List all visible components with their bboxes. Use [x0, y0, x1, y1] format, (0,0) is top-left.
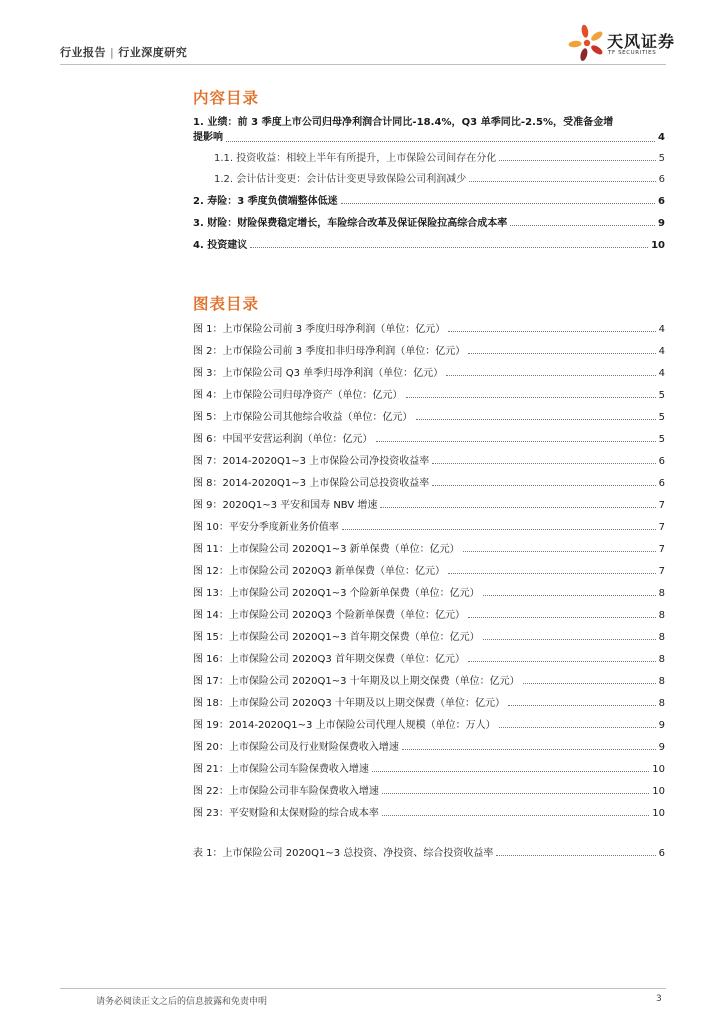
figure-entry-text: 图 15：上市保险公司 2020Q1~3 首年期交保费（单位：亿元） [193, 632, 480, 643]
footer-divider [60, 988, 666, 989]
toc-entry-3[interactable] [193, 214, 665, 229]
figure-entry-6[interactable] [193, 430, 665, 445]
figure-entry-16[interactable] [193, 650, 665, 665]
report-subcategory-label: 行业深度研究 [118, 46, 188, 59]
toc-entry-4[interactable] [193, 236, 665, 251]
figure-entry-page: 9 [658, 742, 665, 753]
figure-entry-page: 7 [658, 566, 665, 577]
leader-dots [342, 529, 656, 530]
leader-dots [496, 855, 655, 856]
figure-entry-text: 图 21：上市保险公司车险保费收入增速 [193, 764, 369, 775]
figure-entry-page: 8 [658, 632, 665, 643]
figure-entry-page: 5 [658, 412, 665, 423]
figure-entry-15[interactable] [193, 628, 665, 643]
leader-dots [432, 485, 655, 486]
leader-dots [510, 225, 655, 226]
leader-dots [448, 573, 656, 574]
figure-entry-text: 图 23：平安财险和太保财险的综合成本率 [193, 808, 379, 819]
figure-entry-page: 9 [658, 720, 665, 731]
figure-entry-text: 图 4：上市保险公司归母净资产（单位：亿元） [193, 390, 403, 401]
figure-entry-text: 图 5：上市保险公司其他综合收益（单位：亿元） [193, 412, 413, 423]
figure-entry-page: 8 [658, 610, 665, 621]
figure-entry-8[interactable] [193, 474, 665, 489]
figure-entry-21[interactable] [193, 760, 665, 775]
leader-dots [483, 639, 656, 640]
figure-entry-page: 5 [658, 390, 665, 401]
toc-entry-page: 5 [658, 153, 665, 164]
brand-subtitle: TF SECURITIES [608, 50, 657, 56]
figure-entry-text: 图 7：2014-2020Q1~3 上市保险公司净投资收益率 [193, 456, 430, 467]
figure-entry-text: 图 9：2020Q1~3 平安和国寿 NBV 增速 [193, 500, 378, 511]
toc-entry-page: 6 [658, 174, 665, 185]
leader-dots [499, 727, 656, 728]
footer-disclaimer: 请务必阅读正文之后的信息披露和免责申明 [96, 997, 268, 1007]
figure-entry-text: 图 10：平安分季度新业务价值率 [193, 522, 339, 533]
leader-dots [372, 771, 649, 772]
toc-entry-page: 6 [658, 196, 665, 207]
figure-entry-17[interactable] [193, 672, 665, 687]
figure-entry-2[interactable] [193, 342, 665, 357]
leader-dots [432, 463, 655, 464]
leader-dots [508, 705, 656, 706]
figure-entry-page: 6 [658, 478, 665, 489]
contents-title: 内容目录 [193, 89, 260, 107]
toc-entry-text: 4. 投资建议 [193, 240, 248, 251]
figure-entry-12[interactable] [193, 562, 665, 577]
report-category-label: 行业报告 [60, 46, 106, 59]
figure-entry-page: 10 [652, 764, 665, 775]
table-entry-1[interactable] [193, 844, 665, 859]
figure-entry-text: 图 13：上市保险公司 2020Q1~3 个险新单保费（单位：亿元） [193, 588, 480, 599]
figure-entry-page: 4 [658, 324, 665, 335]
figure-entry-page: 8 [658, 676, 665, 687]
toc-entry-2[interactable] [193, 192, 665, 207]
figure-entry-20[interactable] [193, 738, 665, 753]
leader-dots [446, 375, 655, 376]
leader-dots [406, 397, 656, 398]
figure-entry-22[interactable] [193, 782, 665, 797]
toc-entry-page: 10 [651, 240, 665, 251]
leader-dots [226, 141, 655, 142]
figure-entry-page: 6 [658, 456, 665, 467]
toc-entry-text: 3. 财险：财险保费稳定增长，车险综合改革及保证保险拉高综合成本率 [193, 218, 508, 229]
leader-dots [463, 551, 656, 552]
toc-entry-1[interactable] [193, 115, 665, 145]
figure-entry-text: 图 17：上市保险公司 2020Q1~3 十年期及以上期交保费（单位：亿元） [193, 676, 520, 687]
figure-entry-page: 7 [658, 544, 665, 555]
figure-entry-1[interactable] [193, 320, 665, 335]
header-separator: | [110, 46, 115, 59]
figure-entry-page: 5 [658, 434, 665, 445]
leader-dots [499, 160, 655, 161]
figure-entry-text: 图 14：上市保险公司 2020Q3 个险新单保费（单位：亿元） [193, 610, 465, 621]
leader-dots [416, 419, 656, 420]
figure-entry-page: 8 [658, 588, 665, 599]
leader-dots [468, 617, 656, 618]
figure-entry-10[interactable] [193, 518, 665, 533]
page-number: 3 [656, 994, 662, 1004]
leader-dots [468, 353, 655, 354]
leader-dots [402, 749, 656, 750]
figure-entry-page: 10 [652, 808, 665, 819]
leader-dots [380, 507, 655, 508]
figure-entry-text: 图 2：上市保险公司前 3 季度扣非归母净利润（单位：亿元） [193, 346, 466, 357]
figure-entry-text: 图 20：上市保险公司及行业财险保费收入增速 [193, 742, 399, 753]
figure-entry-text: 图 1：上市保险公司前 3 季度归母净利润（单位：亿元） [193, 324, 446, 335]
toc-entry-text: 2. 寿险：3 季度负债端整体低迷 [193, 196, 338, 207]
toc-entry-text-line2: 提影响 [193, 132, 223, 143]
figure-entry-23[interactable] [193, 804, 665, 819]
figure-entry-page: 10 [652, 786, 665, 797]
figure-entry-page: 7 [658, 500, 665, 511]
leader-dots [250, 247, 648, 248]
figure-entry-page: 8 [658, 654, 665, 665]
figure-entry-18[interactable] [193, 694, 665, 709]
leader-dots [448, 331, 655, 332]
leader-dots [376, 441, 656, 442]
figure-entry-3[interactable] [193, 364, 665, 379]
figure-entry-page: 7 [658, 522, 665, 533]
header-divider [60, 64, 666, 65]
figure-entry-13[interactable] [193, 584, 665, 599]
brand-name: 天风证券 [607, 32, 676, 51]
figure-entry-text: 图 3：上市保险公司 Q3 单季归母净利润（单位：亿元） [193, 368, 444, 379]
table-entry-text: 表 1：上市保险公司 2020Q1~3 总投资、净投资、综合投资收益率 [193, 848, 494, 859]
figure-entry-text: 图 12：上市保险公司 2020Q3 新单保费（单位：亿元） [193, 566, 445, 577]
figure-entry-page: 4 [658, 346, 665, 357]
figure-entry-text: 图 16：上市保险公司 2020Q3 首年期交保费（单位：亿元） [193, 654, 465, 665]
report-category [60, 44, 187, 60]
figure-entry-19[interactable] [193, 716, 665, 731]
figure-entry-text: 图 22：上市保险公司非车险保费收入增速 [193, 786, 379, 797]
figure-entry-14[interactable] [193, 606, 665, 621]
figure-entry-text: 图 8：2014-2020Q1~3 上市保险公司总投资收益率 [193, 478, 430, 489]
leader-dots [468, 661, 656, 662]
figure-entry-text: 图 19：2014-2020Q1~3 上市保险公司代理人规模（单位：万人） [193, 720, 496, 731]
figure-entry-text: 图 18：上市保险公司 2020Q3 十年期及以上期交保费（单位：亿元） [193, 698, 505, 709]
toc-entry-text-line1: 1. 业绩：前 3 季度上市公司归母净利润合计同比-18.4%，Q3 单季同比-2.5%，受准备金增 [193, 117, 614, 128]
toc-entry-1-2[interactable] [214, 170, 665, 185]
table-entry-page: 6 [658, 848, 665, 859]
figure-entry-5[interactable] [193, 408, 665, 423]
figure-entry-9[interactable] [193, 496, 665, 511]
figures-title: 图表目录 [193, 295, 260, 313]
leader-dots [382, 815, 649, 816]
figure-entry-text: 图 11：上市保险公司 2020Q1~3 新单保费（单位：亿元） [193, 544, 460, 555]
figure-entry-11[interactable] [193, 540, 665, 555]
figure-entry-text: 图 6：中国平安营运利润（单位：亿元） [193, 434, 373, 445]
toc-entry-text: 1.1. 投资收益：相较上半年有所提升，上市保险公司间存在分化 [214, 153, 497, 164]
leader-dots [469, 181, 655, 182]
figure-entry-page: 4 [658, 368, 665, 379]
toc-entry-text: 1.2. 会计估计变更：会计估计变更导致保险公司利润减少 [214, 174, 467, 185]
leader-dots [523, 683, 656, 684]
leader-dots [341, 203, 655, 204]
toc-entry-1-1[interactable] [214, 149, 665, 164]
figure-entry-7[interactable] [193, 452, 665, 467]
toc-entry-page: 9 [658, 218, 665, 229]
figure-entry-4[interactable] [193, 386, 665, 401]
toc-entry-page: 4 [658, 132, 665, 143]
figure-entry-page: 8 [658, 698, 665, 709]
leader-dots [483, 595, 656, 596]
leader-dots [382, 793, 649, 794]
